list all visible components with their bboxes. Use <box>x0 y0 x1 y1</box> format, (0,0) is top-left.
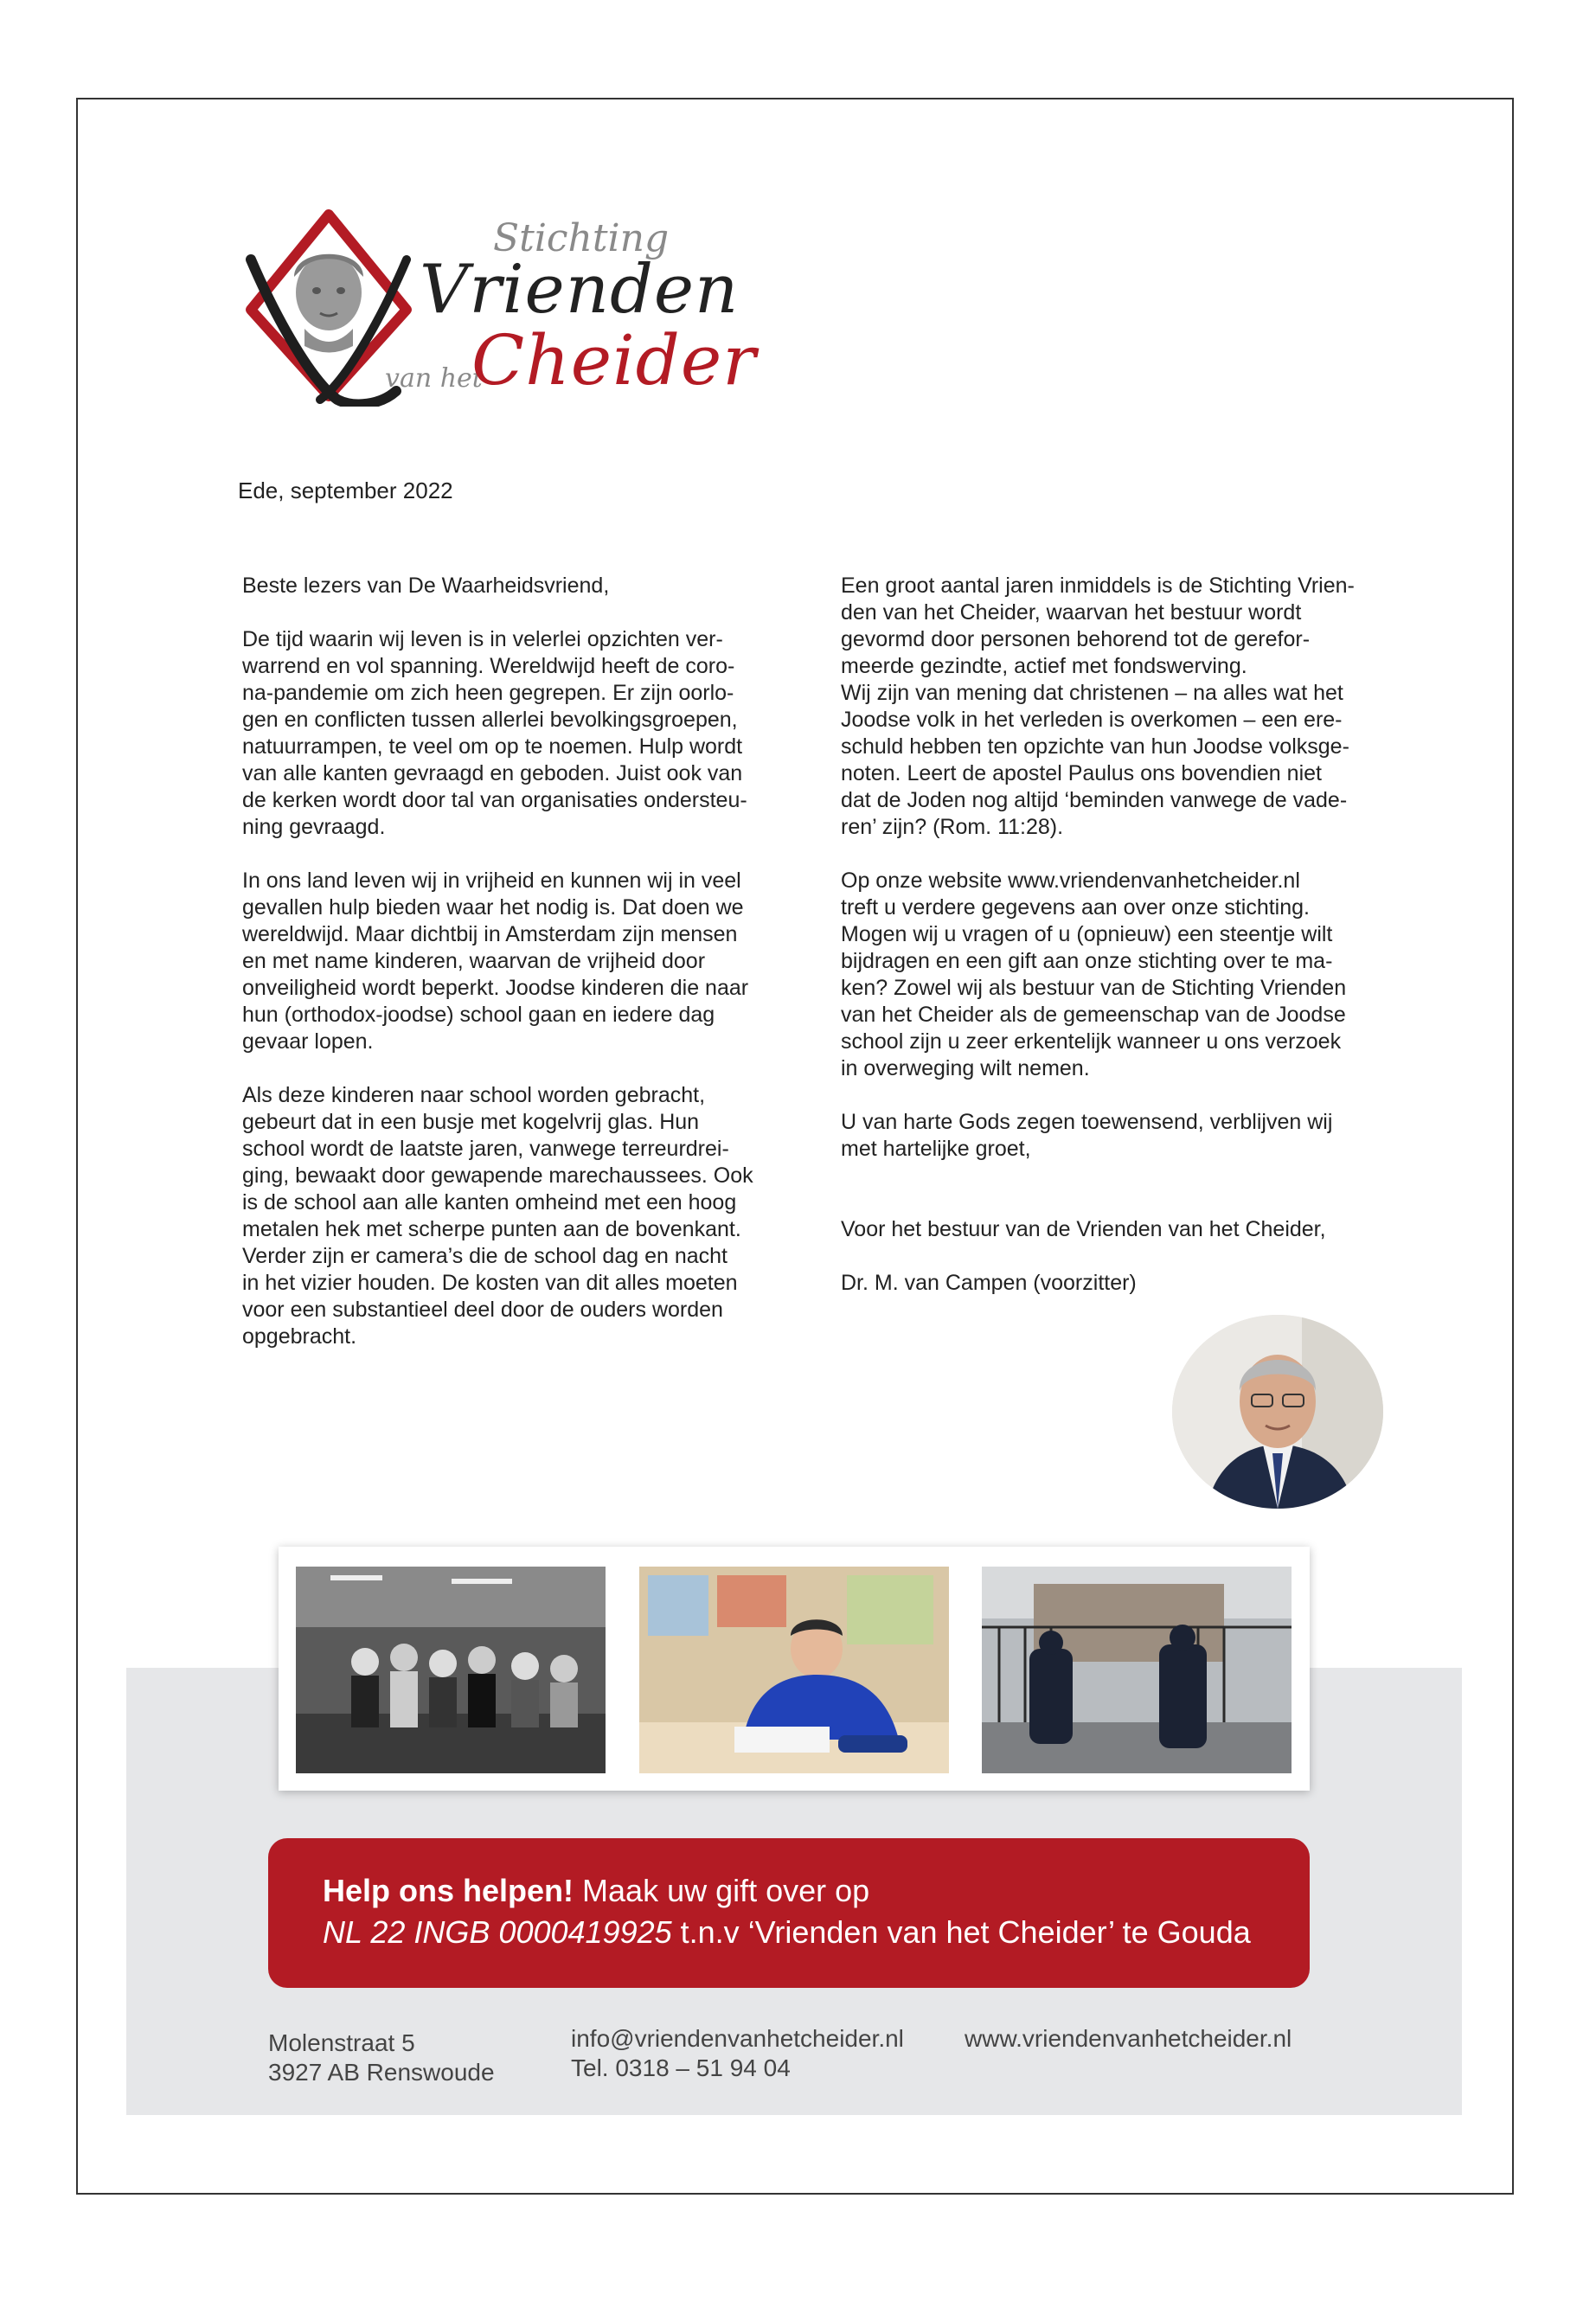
letter-left-column <box>242 573 830 1377</box>
letter-date: Ede, september 2022 <box>238 478 453 503</box>
contact-email[interactable]: info@vriendenvanhetcheider.nl <box>571 2025 904 2052</box>
signature: Dr. M. van Campen (voorzitter) <box>841 1271 1137 1295</box>
logo <box>242 208 757 407</box>
address-street: Molenstraat 5 <box>268 2029 415 2056</box>
paragraph: In ons land leven wij in vrijheid en kunnen wij in veel gevallen hulp bieden waar het nodig is. Dat doen we wereldwijd. Maar dichtbij in Amsterdam zijn mensen en met name kinderen, waarvan de vrijheid door onveiligheid wordt beperkt. Joodse kinderen die naar hun (orthodox-joodse) school gaan en iedere dag gevaar lopen. <box>242 868 749 1054</box>
donation-headline-bold: Help ons helpen! <box>323 1873 574 1908</box>
logo-vanhet-text: van het <box>385 363 483 394</box>
footer-address <box>268 2029 495 2087</box>
paragraph: Een groot aantal jaren inmiddels is de Stichting Vrien- den van het Cheider, waarvan het bestuur wordt gevormd door personen behorend tot de gerefor- meerde gezindte, actief met fondswerving. <box>841 574 1355 678</box>
donation-headline-rest: Maak uw gift over op <box>574 1873 870 1908</box>
closing: U van harte Gods zegen toewensend, verblijven wij met hartelijke groet, <box>841 1110 1333 1161</box>
letter-right-column <box>841 573 1412 1324</box>
paragraph: Als deze kinderen naar school worden gebracht, gebeurt dat in een busje met kogelvrij glas. Hun school wordt de laatste jaren, vanwege terreurdrei- ging, bewaakt door gewapende marechaussees. Ook is de school aan alle kanten omheind met een hoog metalen hek met scherpe punten aan de bovenkant. Verder zijn er camera’s die de school dag en nacht in het vizier houden. De kosten van dit alles moeten voor een substantieel deel door de ouders worden opgebracht. <box>242 1083 753 1349</box>
photo-guards-at-gate <box>982 1567 1292 1773</box>
photo-children-classroom <box>296 1567 606 1773</box>
donation-account <box>323 1914 1251 1951</box>
donation-account-name: t.n.v ‘Vrienden van het Cheider’ te Gouda <box>671 1914 1251 1950</box>
logo-cheider-text: Cheider <box>471 320 757 401</box>
chairman-portrait <box>1172 1315 1383 1509</box>
contact-phone: Tel. 0318 – 51 94 04 <box>571 2054 791 2081</box>
donation-iban: NL 22 INGB 0000419925 <box>323 1914 672 1950</box>
paragraph: De tijd waarin wij leven is in velerlei opzichten ver- warrend en vol spanning. Wereldwijd heeft de coro- na-pandemie om zich heen gegrepen. Er zijn oorlo- gen en conflicten tussen allerlei bevolkingsgroepen, natuurrampen, te veel om op te noemen. Hulp wordt van alle kanten gevraagd en geboden. Juist ook van de kerken wordt door tal van organisaties ondersteu- ning gevraagd. <box>242 627 747 839</box>
donation-headline <box>323 1873 869 1909</box>
donation-banner <box>268 1838 1310 1988</box>
website-link[interactable]: www.vriendenvanhetcheider.nl <box>965 2025 1292 2052</box>
paragraph: Wij zijn van mening dat christenen – na alles wat het Joodse volk in het verleden is overkomen – een ere- schuld hebben ten opzichte van hun Joodse volksge- noten. Leert de apostel Paulus ons bovendien niet dat de Joden nog altijd ‘beminden vanwege de vade- ren’ zijn? (Rom. 11:28). <box>841 681 1349 839</box>
photo-strip <box>279 1547 1310 1791</box>
logo-stichting-text: Stichting <box>493 216 670 260</box>
footer-website <box>965 2024 1292 2054</box>
footer-contact <box>571 2024 904 2083</box>
logo-vrienden-text: Vrienden <box>420 251 740 329</box>
address-city: 3927 AB Renswoude <box>268 2059 495 2086</box>
board-line: Voor het bestuur van de Vrienden van het Cheider, <box>841 1217 1326 1241</box>
photo-boy-writing <box>639 1567 949 1773</box>
salutation: Beste lezers van De Waarheidsvriend, <box>242 574 610 598</box>
paragraph: Op onze website www.vriendenvanhetcheider.nl treft u verdere gegevens aan over onze stichting. Mogen wij u vragen of u (opnieuw) een steentje wilt bijdragen en een gift aan onze stichting over te ma- ken? Zowel wij als bestuur van de Stichting Vrienden van het Cheider als de gemeenschap van de Joodse school zijn u zeer erkentelijk wanneer u ons verzoek in overweging wilt nemen. <box>841 868 1347 1080</box>
portrait-image <box>1172 1315 1383 1509</box>
